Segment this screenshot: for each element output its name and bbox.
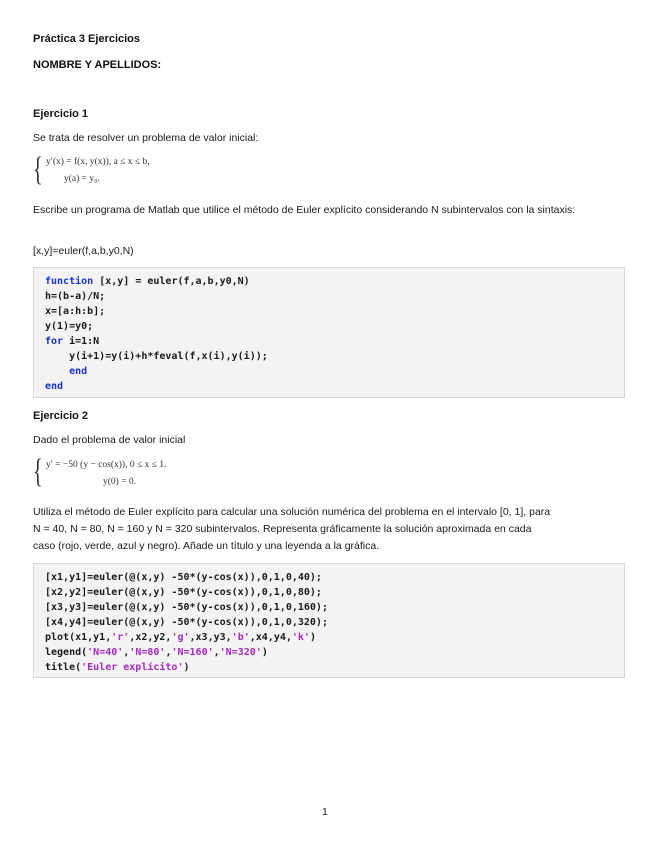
exercise-2-description-line3: caso (rojo, verde, azul y negro). Añade un título y una leyenda a la gráfica. <box>33 540 380 552</box>
exercise-1-heading: Ejercicio 1 <box>33 108 89 120</box>
code-line: end <box>45 381 64 392</box>
code-line: [x1,y1]=euler(@(x,y) -50*(y-cos(x)),0,1,0,40); <box>45 572 322 583</box>
exercise-2-equation-line1: y′ = −50 (y − cos(x)), 0 ≤ x ≤ 1. <box>46 460 167 470</box>
code-line: [x3,y3]=euler(@(x,y) -50*(y-cos(x)),0,1,0,160); <box>45 602 328 613</box>
code-block-euler <box>33 267 625 398</box>
code-line: [x4,y4]=euler(@(x,y) -50*(y-cos(x)),0,1,0,320); <box>45 617 328 628</box>
exercise-2-intro: Dado el problema de valor inicial <box>33 434 186 446</box>
page-title: Práctica 3 Ejercicios <box>33 33 141 45</box>
name-label: NOMBRE Y APELLIDOS: <box>33 59 162 71</box>
code-line: y(i+1)=y(i)+h*feval(f,x(i),y(i)); <box>45 351 268 362</box>
exercise-1-equation-line1: y′(x) = f(x, y(x)), a ≤ x ≤ b, <box>46 157 150 167</box>
code-line: end <box>69 366 88 377</box>
exercise-2-description-line1: Utiliza el método de Euler explícito para calcular una solución numérica del problema en el intervalo [0, 1], para <box>33 506 551 518</box>
code-line: function [x,y] = euler(f,a,b,y0,N) <box>45 276 250 287</box>
code-line-title: title('Euler explícito') <box>45 662 190 673</box>
code-line: y(1)=y0; <box>45 321 94 332</box>
code-line: h=(b-a)/N; <box>45 291 106 302</box>
exercise-1-description: Escribe un programa de Matlab que utilice el método de Euler explícito considerando N subintervalos con la sintaxis: <box>33 204 576 216</box>
exercise-1-syntax: [x,y]=euler(f,a,b,y0,N) <box>33 245 134 257</box>
exercise-2-heading: Ejercicio 2 <box>33 410 89 422</box>
page-number: 1 <box>322 806 328 818</box>
exercise-1-intro: Se trata de resolver un problema de valor inicial: <box>33 132 259 144</box>
equation-brace: { <box>33 151 43 188</box>
exercise-1-equation-line2: y(a) = y₀. <box>64 174 100 184</box>
code-line-legend: legend('N=40','N=80','N=160','N=320') <box>45 647 268 658</box>
exercise-2-description-line2: N = 40, N = 80, N = 160 y N = 320 subintervalos. Representa gráficamente la solución aproximada en cada <box>33 523 532 535</box>
exercise-2-equation-line2: y(0) = 0. <box>103 477 137 487</box>
code-block-plot <box>33 563 625 678</box>
code-line: [x2,y2]=euler(@(x,y) -50*(y-cos(x)),0,1,0,80); <box>45 587 322 598</box>
code-line: x=[a:h:b]; <box>45 306 106 317</box>
code-line-plot: plot(x1,y1,'r',x2,y2,'g',x3,y3,'b',x4,y4,'k') <box>45 632 316 643</box>
equation-brace: { <box>33 453 43 490</box>
code-line: for i=1:N <box>45 336 100 347</box>
